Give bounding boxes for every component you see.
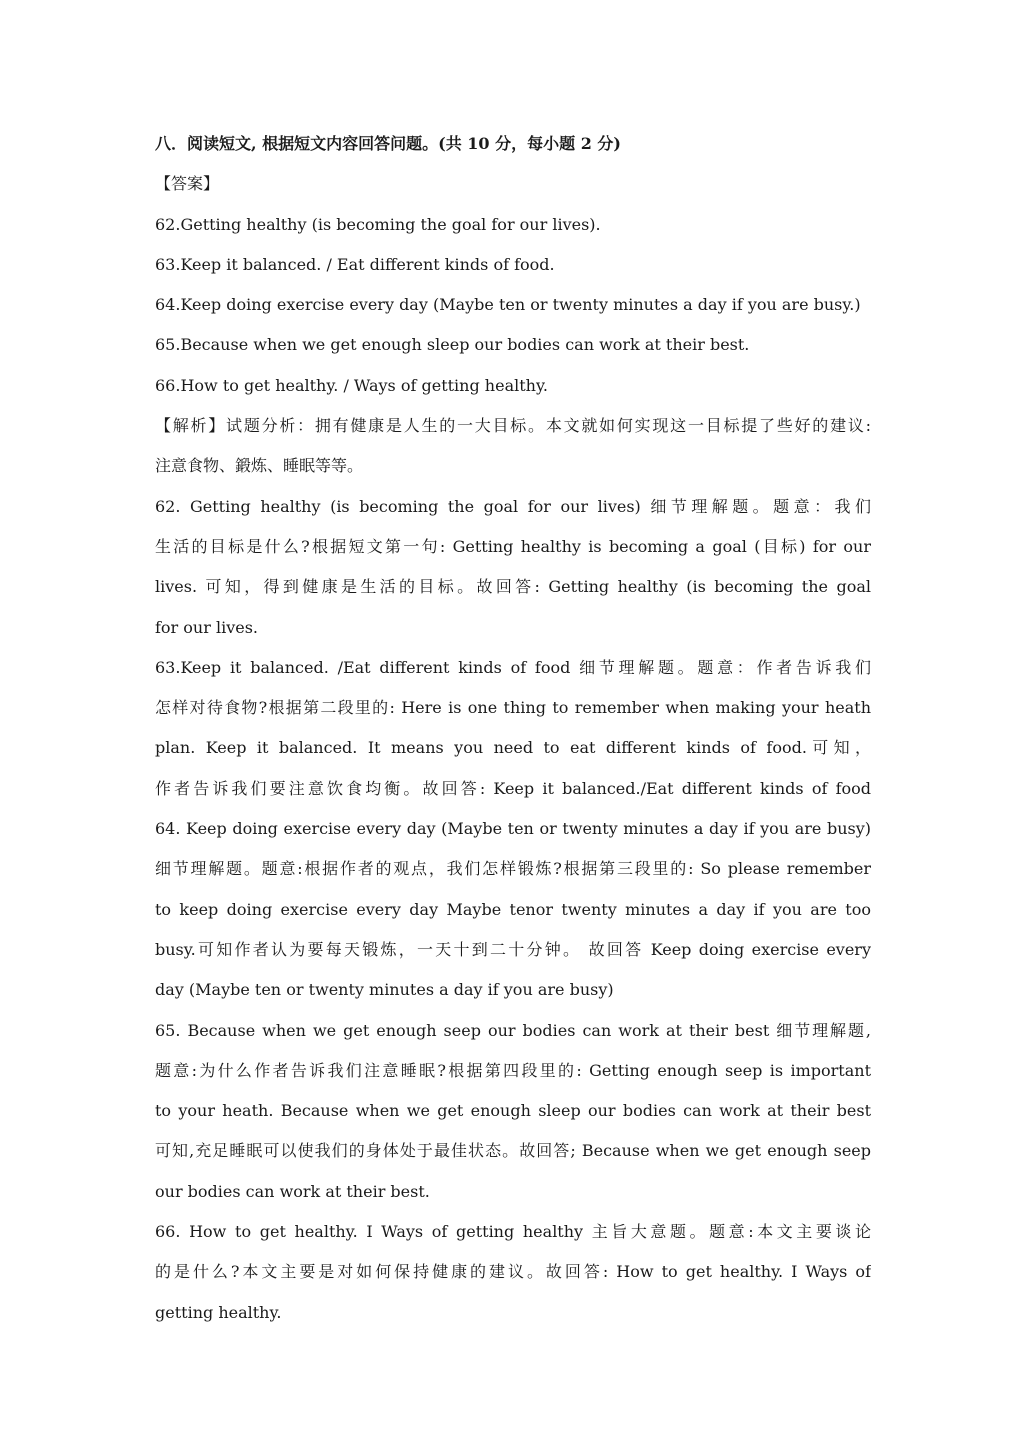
analysis-line: 的是什么?本文主要是对如何保持健康的建议。故回答: How to get healthy. I Ways of [155, 1262, 871, 1282]
analysis-line: 65. Because when we get enough seep our bodies can work at their best 细节理解题, [155, 1020, 871, 1040]
analysis-line: 作者告诉我们要注意饮食均衡。故回答: Keep it balanced./Eat different kinds of food [155, 778, 871, 798]
answer-item: 64.Keep doing exercise every day (Maybe ten or twenty minutes a day if you are busy.) [155, 295, 861, 315]
analysis-line: busy.可知作者认为要每天锻炼，一天十到二十分钟。 故回答 Keep doing exercise every [155, 939, 871, 959]
analysis-line: 66. How to get healthy. I Ways of getting healthy 主旨大意题。题意:本文主要谈论 [155, 1222, 871, 1242]
analysis-line: 63.Keep it balanced. /Eat different kinds of food 细节理解题。题意：作者告诉我们 [155, 657, 871, 677]
section-title: 八．阅读短文, 根据短文内容回答问题。(共 10 分，每小题 2 分) [155, 134, 621, 153]
answer-item: 62.Getting healthy (is becoming the goal for our lives). [155, 214, 601, 234]
analysis-line: 注意食物、鍛炼、睡眠等等。 [155, 456, 364, 476]
analysis-line: 题意:为什么作者告诉我们注意睡眠?根据第四段里的: Getting enough seep is important [155, 1060, 871, 1080]
analysis-section [155, 406, 871, 1333]
analysis-line: 怎样对待食物?根据第二段里的: Here is one thing to remember when making your heath [155, 698, 871, 718]
answer-label: 【答案】 [155, 174, 220, 194]
analysis-line: getting healthy. [155, 1302, 282, 1322]
analysis-line: our bodies can work at their best. [155, 1181, 430, 1201]
analysis-line: for our lives. [155, 617, 258, 637]
analysis-line: 62. Getting healthy (is becoming the goal for our lives) 细节理解题。题意：我们 [155, 496, 871, 516]
analysis-line: plan. Keep it balanced. It means you need to eat different kinds of food.可知， [155, 738, 871, 758]
document-page [155, 124, 871, 1333]
answer-item: 65.Because when we get enough sleep our bodies can work at their best. [155, 335, 750, 355]
analysis-line: 可知,充足睡眠可以使我们的身体处于最佳状态。故回答; Because when we get enough seep [155, 1141, 871, 1161]
analysis-line: 生活的目标是什么?根据短文第一句: Getting healthy is becoming a goal (目标) for our [155, 536, 871, 556]
analysis-line: lives. 可知，得到健康是生活的目标。故回答: Getting healthy (is becoming the goal [155, 577, 871, 597]
analysis-line: to keep doing exercise every day Maybe tenor twenty minutes a day if you are too [155, 899, 871, 919]
analysis-line: 【解析】试题分析：拥有健康是人生的一大目标。本文就如何实现这一目标提了些好的建议: [155, 416, 871, 436]
analysis-line: 64. Keep doing exercise every day (Maybe ten or twenty minutes a day if you are busy) [155, 819, 871, 839]
answer-list [155, 205, 871, 406]
answer-item: 66.How to get healthy. / Ways of getting healthy. [155, 375, 548, 395]
analysis-line: to your heath. Because when we get enough sleep our bodies can work at their best [155, 1101, 871, 1121]
analysis-line: day (Maybe ten or twenty minutes a day if you are busy) [155, 980, 614, 1000]
analysis-line: 细节理解题。题意:根据作者的观点，我们怎样锻炼?根据第三段里的: So please remember [155, 859, 871, 879]
answer-item: 63.Keep it balanced. / Eat different kinds of food. [155, 254, 555, 274]
